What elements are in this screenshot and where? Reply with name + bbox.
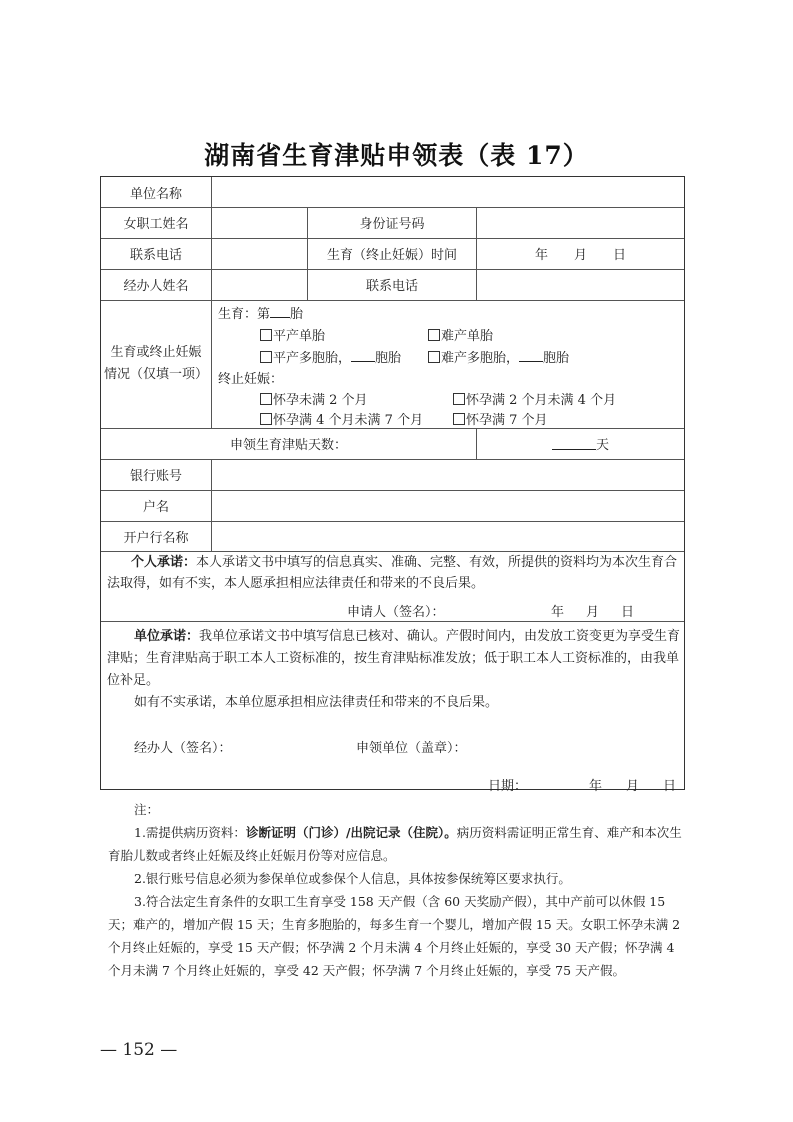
option-4-to-7-months[interactable]: 怀孕满 4 个月未满 7 个月 [260,409,423,428]
unit-name-field[interactable] [212,177,684,207]
page-number: — 152 — [100,1040,178,1060]
bank-account-label: 银行账号 [129,469,182,484]
situation-label [101,300,211,428]
days-blank[interactable] [552,437,596,450]
birth-order-line: 生育：第 胎 [218,307,304,322]
id-number-label: 身份证号码 [359,217,425,232]
notes-section [108,798,688,982]
phone-field[interactable] [212,238,307,269]
month-label: 月 [573,248,587,263]
bank-account-field[interactable] [212,459,684,490]
bank-name-field[interactable] [212,521,684,551]
document-title: 湖南省生育津贴申领表（表 17） [204,141,589,170]
option-difficult-single[interactable]: 难产单胎 [428,325,493,344]
account-name-field[interactable] [212,490,684,521]
note-2: 2.银行账号信息必须为参保单位或参保个人信息，具体按参保统筹区要求执行。 [134,871,571,886]
checkbox-icon[interactable] [260,351,272,363]
option-normal-multiple[interactable]: 平产多胞胎， 胞胎 [260,347,401,366]
birth-order-blank[interactable] [270,305,290,318]
note-1: 1.需提供病历资料：诊断证明（门诊）/出院记录（住院）。病历资料需证明正常生育、难产和本次生育胎儿数或者终止妊娠及终止妊娠月份等对应信息。 [108,825,682,863]
bank-name-label: 开户行名称 [123,530,189,546]
option-over-7-months[interactable]: 怀孕满 7 个月 [453,409,548,428]
situation-label-line2: 情况（仅填一项） [103,367,208,382]
option-under-2-months[interactable]: 怀孕未满 2 个月 [260,389,368,408]
row-divider [101,621,684,622]
handler-phone-field[interactable] [477,269,684,300]
personal-pledge: 个人承诺：本人承诺文书中填写的信息真实、准确、完整、有效，所提供的资料均为本次生育合法取得，如有不实，本人愿承担相应法律责任和带来的不良后果。 [107,555,678,591]
note-3: 3.符合法定生育条件的女职工生育享受 158 天产假（含 60 天奖励产假），其中产前可以休假 15 天；难产的，增加产假 15 天；生育多胞胎的，每多生育一个婴儿，增加产假 15 天。女职工怀孕未满 2 个月终止妊娠的，享受 15 天产假；怀孕满 2 个月未满 4 个月终止妊娠的，享受 30 天产假；怀孕满 4 个月未满 7 个月终止妊娠的，享受 42 天产假；怀孕满 7 个月终止妊娠的，享受 75 天产假。 [108,894,681,978]
notes-heading: 注： [134,802,160,817]
option-2-to-4-months[interactable]: 怀孕满 2 个月未满 4 个月 [453,389,616,408]
unit-date[interactable]: 年 月 日 [589,779,677,794]
checkbox-icon[interactable] [453,413,465,425]
checkbox-icon[interactable] [260,329,272,341]
checkbox-icon[interactable] [428,329,440,341]
applicant-sign-label: 申请人（签名）： [347,605,445,620]
employee-name-field[interactable] [212,207,307,238]
applicant-date[interactable]: 年 月 日 [551,605,635,620]
option-difficult-multiple[interactable]: 难产多胞胎， 胞胎 [428,347,569,366]
handler-phone-label: 联系电话 [365,279,418,294]
birth-time-field[interactable] [477,238,684,269]
multiple-count-blank[interactable] [351,349,375,362]
checkbox-icon[interactable] [260,393,272,405]
days-field[interactable]: 天 [477,428,684,459]
multiple-count-blank[interactable] [519,349,543,362]
situation-label-line1: 生育或终止妊娠 [110,345,202,360]
handler-name-label: 经办人姓名 [123,279,189,294]
handler-sign-label: 经办人（签名）： [134,741,232,756]
checkbox-icon[interactable] [260,413,272,425]
application-form [100,176,685,794]
unit-pledge-text2: 如有不实承诺，本单位愿承担相应法律责任和带来的不良后果。 [134,695,499,710]
unit-date-label: 日期： [488,779,528,794]
unit-name-label: 单位名称 [129,186,182,202]
unit-pledge: 单位承诺：我单位承诺文书中填写信息已核对、确认。产假时间内，由发放工资变更为享受生育津贴；生育津贴高于职工本人工资标准的，按生育津贴标准发放；低于职工本人工资标准的，由我单位补足。 [107,629,681,688]
id-number-field[interactable] [477,207,684,238]
phone-label: 联系电话 [129,248,182,263]
year-label: 年 [534,248,548,263]
checkbox-icon[interactable] [453,393,465,405]
day-label: 日 [613,248,627,263]
option-normal-single[interactable]: 平产单胎 [260,325,325,344]
checkbox-icon[interactable] [428,351,440,363]
termination-label: 终止妊娠： [218,372,284,387]
birth-time-label: 生育（终止妊娠）时间 [326,248,457,263]
handler-name-field[interactable] [212,269,307,300]
days-label: 申领生育津贴天数： [229,438,347,453]
unit-seal-label: 申领单位（盖章）： [356,741,467,756]
account-name-label: 户名 [142,500,169,515]
employee-name-label: 女职工姓名 [123,217,189,232]
